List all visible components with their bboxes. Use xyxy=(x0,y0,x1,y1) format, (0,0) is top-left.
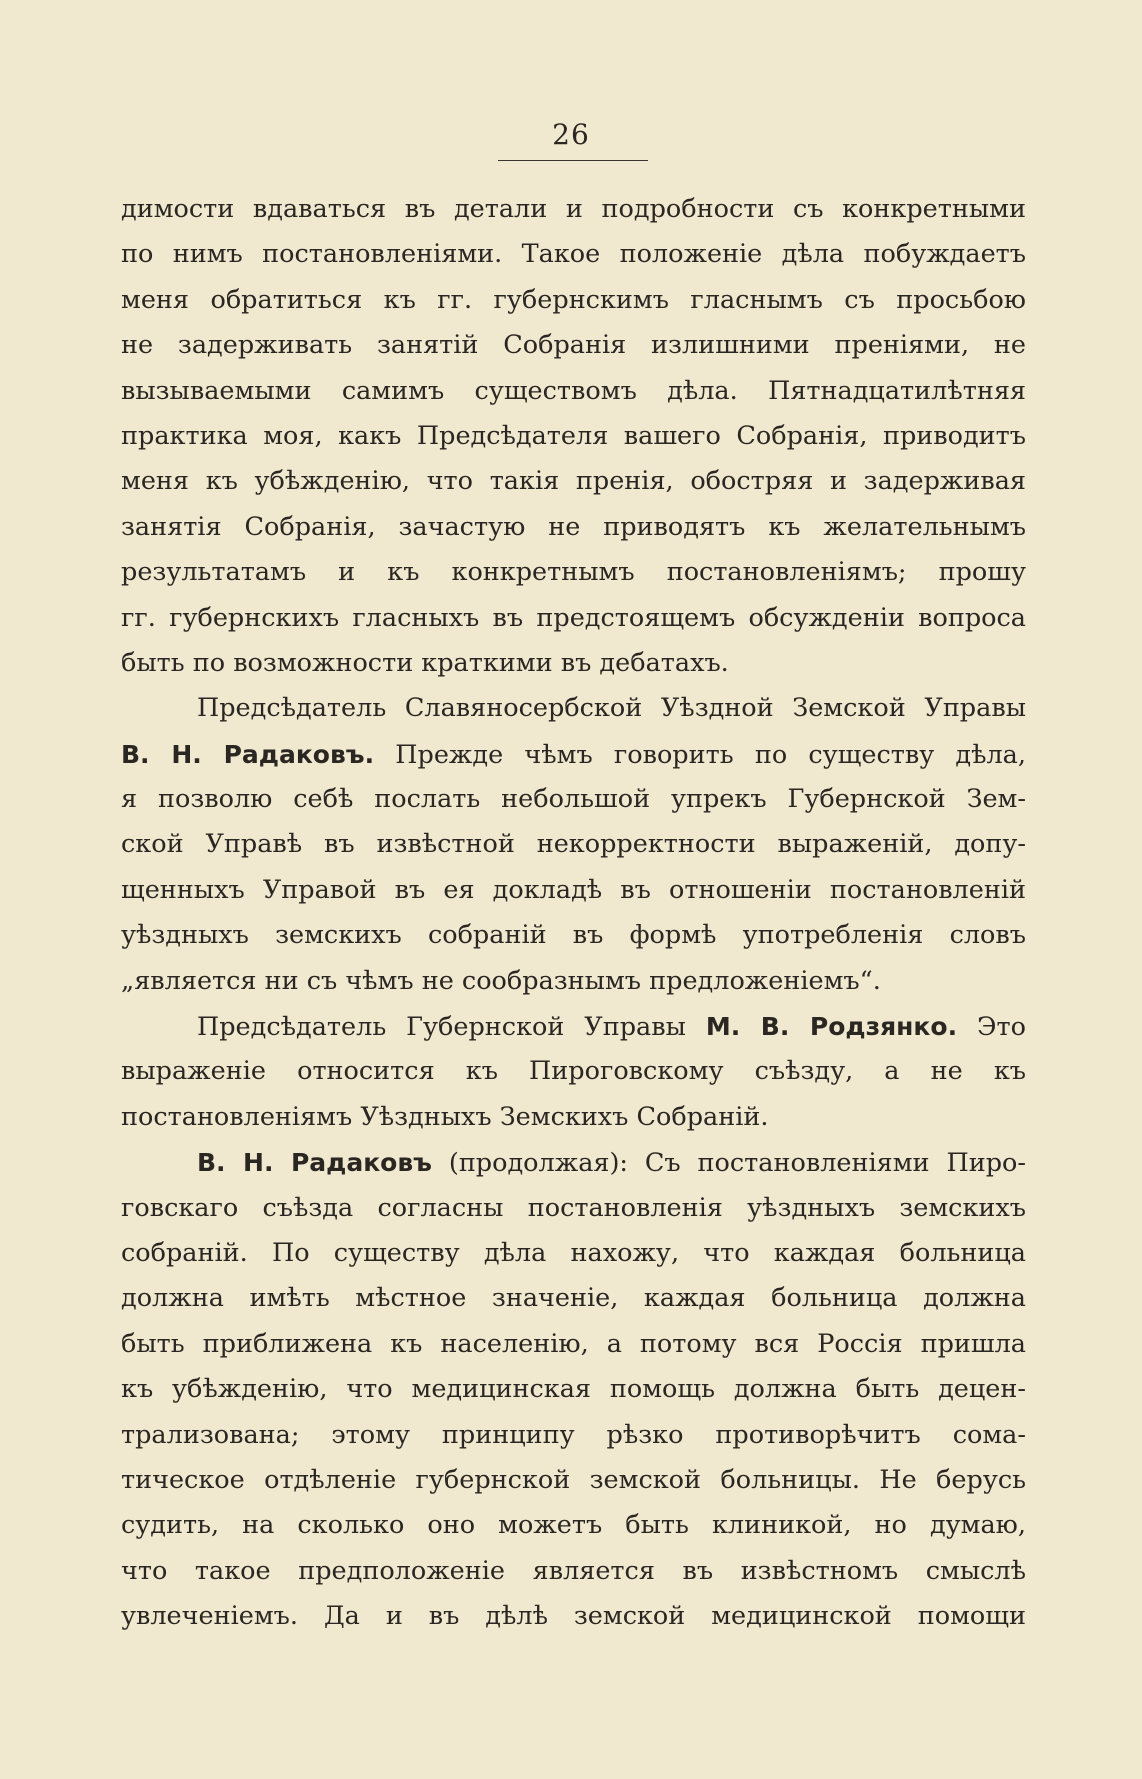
text-segment: Прежде чѣмъ говорить по существу дѣла, xyxy=(374,739,1026,770)
text-segment: быть по возможности краткими въ дебатахъ. xyxy=(121,647,729,678)
text-segment: собраній. По существу дѣла нахожу, что каждая больница xyxy=(121,1237,1026,1268)
text-line xyxy=(121,414,1026,459)
text-line xyxy=(121,641,1026,686)
text-line xyxy=(121,1231,1026,1276)
text-line xyxy=(121,913,1026,958)
text-line xyxy=(121,1322,1026,1367)
text-segment: говскаго съѣзда согласны постановленія уѣздныхъ земскихъ xyxy=(121,1192,1026,1223)
text-segment: щенныхъ Управой въ ея докладѣ въ отношеніи постановленій xyxy=(121,874,1026,905)
text-line xyxy=(121,1458,1026,1503)
page-number-rule xyxy=(498,160,648,161)
text-line xyxy=(121,1549,1026,1594)
text-segment: тическое отдѣленіе губернской земской больницы. Не берусь xyxy=(121,1464,1026,1495)
text-line xyxy=(121,868,1026,913)
text-segment: къ убѣжденію, что медицинская помощь должна быть децен- xyxy=(121,1374,1026,1405)
text-segment: (продолжая): Съ постановленіями Пиро- xyxy=(431,1148,1026,1179)
text-segment: что такое предположеніе является въ извѣстномъ смыслѣ xyxy=(121,1555,1026,1586)
text-line xyxy=(121,1276,1026,1321)
text-line xyxy=(121,596,1026,641)
text-segment: судить, на сколько оно можетъ быть клиникой, но думаю, xyxy=(121,1510,1026,1541)
body-text xyxy=(121,187,1026,1640)
text-line xyxy=(121,1140,1026,1185)
text-line xyxy=(121,1186,1026,1231)
text-segment: ской Управѣ въ извѣстной некорректности выраженій, допу- xyxy=(121,829,1026,860)
text-line xyxy=(121,369,1026,414)
text-line xyxy=(121,777,1026,822)
text-line xyxy=(121,459,1026,504)
text-line xyxy=(121,1367,1026,1412)
text-line xyxy=(121,323,1026,368)
text-segment: быть приближена къ населенію, а потому вся Россія пришла xyxy=(121,1328,1026,1359)
text-line xyxy=(121,187,1026,232)
text-segment: меня обратиться къ гг. губернскимъ гласнымъ съ просьбою xyxy=(121,284,1026,315)
speaker-name: В. Н. Радаковъ xyxy=(197,1148,432,1178)
text-segment: не задерживать занятій Собранія излишними преніями, не xyxy=(121,330,1026,361)
text-segment: практика моя, какъ Предсѣдателя вашего Собранія, приводитъ xyxy=(121,420,1026,451)
text-segment: по нимъ постановленіями. Такое положеніе дѣла побуждаетъ xyxy=(121,239,1026,270)
text-segment: занятія Собранія, зачастую не приводятъ къ желательнымъ xyxy=(121,511,1026,542)
text-line xyxy=(121,232,1026,277)
page-number: 26 xyxy=(552,118,590,151)
text-segment: увлеченіемъ. Да и въ дѣлѣ земской медицинской помощи xyxy=(121,1601,1026,1632)
text-line xyxy=(121,1413,1026,1458)
text-segment: меня къ убѣжденію, что такія пренія, обостряя и задерживая xyxy=(121,466,1026,497)
text-segment: гг. губернскихъ гласныхъ въ предстоящемъ обсужденіи вопроса xyxy=(121,602,1026,633)
text-line xyxy=(121,1503,1026,1548)
text-segment: Предсѣдатель Губернской Управы xyxy=(197,1012,706,1043)
text-line xyxy=(121,822,1026,867)
text-line xyxy=(121,1049,1026,1094)
text-line xyxy=(121,550,1026,595)
text-segment: результатамъ и къ конкретнымъ постановленіямъ; прошу xyxy=(121,557,1026,588)
text-segment: я позволю себѣ послать небольшой упрекъ Губернской Зем- xyxy=(121,784,1026,815)
text-segment: трализована; этому принципу рѣзко противорѣчитъ сома- xyxy=(121,1419,1026,1450)
text-segment: димости вдаваться въ детали и подробности съ конкретными xyxy=(121,194,1026,224)
speaker-name: В. Н. Радаковъ. xyxy=(121,739,375,769)
text-line xyxy=(121,1004,1026,1049)
text-segment: Предсѣдатель Славяносербской Уѣздной Земской Управы xyxy=(197,693,1026,724)
text-line xyxy=(121,959,1026,1004)
text-line xyxy=(121,1594,1026,1639)
text-segment: Это xyxy=(957,1012,1026,1043)
text-line xyxy=(121,278,1026,323)
text-line xyxy=(121,505,1026,550)
text-segment: вызываемыми самимъ существомъ дѣла. Пятнадцатилѣтняя xyxy=(121,375,1026,406)
text-segment: постановленіямъ Уѣздныхъ Земскихъ Собраній. xyxy=(121,1101,769,1132)
speaker-name: М. В. Родзянко. xyxy=(705,1012,958,1042)
text-segment: уѣздныхъ земскихъ собраній въ формѣ употребленія словъ xyxy=(121,920,1026,951)
text-segment: „является ни съ чѣмъ не сообразнымъ предложеніемъ“. xyxy=(121,965,881,996)
text-segment: должна имѣть мѣстное значеніе, каждая больница должна xyxy=(121,1283,1026,1314)
text-line xyxy=(121,1095,1026,1140)
text-line xyxy=(121,686,1026,731)
text-segment: выраженіе относится къ Пироговскому съѣзду, а не къ xyxy=(121,1056,1026,1087)
text-line xyxy=(121,732,1026,777)
